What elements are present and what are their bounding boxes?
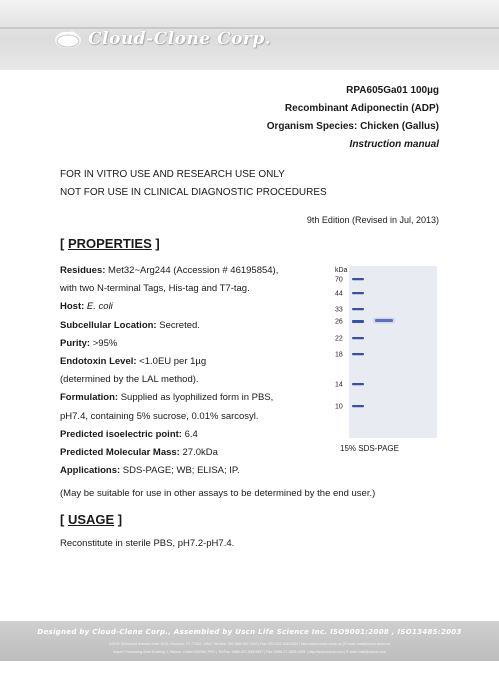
gel-ladder-band xyxy=(352,383,364,385)
sds-page-gel-image xyxy=(335,263,440,441)
footer-address-us: USCN: Richmond Avenue Suite 1015, Houston, TX 77082, USA | Toll free: 001-888-960-7402 | Fax: 001-832-538-0384 | http://www.cloud-clone.us | E-mail: mail@cloud-clone.us xyxy=(108,642,391,646)
sample-band-halo xyxy=(373,318,395,324)
host-value: E. coli xyxy=(84,301,113,313)
gel-marker-label: 26 xyxy=(335,318,343,326)
organism-species: Organism Species: Chicken (Gallus) xyxy=(266,121,439,132)
cloud-logo-icon xyxy=(54,29,82,49)
residues-label: Residues: xyxy=(60,265,106,276)
residues-row xyxy=(60,262,360,280)
gel-ladder-band xyxy=(352,278,364,280)
gel-marker-label: 70 xyxy=(335,276,343,284)
purity-label: Purity: xyxy=(60,337,91,349)
gel-caption: 15% SDS-PAGE xyxy=(340,444,399,453)
notice-line-2: NOT FOR USE IN CLINICAL DIAGNOSTIC PROCEDURES xyxy=(60,187,327,198)
endotoxin-value: <1.0EU per 1µg xyxy=(136,356,207,368)
properties-heading xyxy=(60,236,160,251)
gel-marker-label: 10 xyxy=(335,403,343,411)
gel-marker-label: 14 xyxy=(335,381,343,389)
residues-value: Met32~Arg244 (Accession # 46195854), xyxy=(105,265,279,276)
gel-ladder-band xyxy=(352,405,364,407)
gel-ladder-band xyxy=(352,308,364,310)
host-row xyxy=(60,298,360,316)
purity-value: >95% xyxy=(90,337,118,349)
heading-bracket-open: [ xyxy=(60,236,68,251)
properties-heading-word: PROPERTIES xyxy=(67,236,152,251)
pi-label: Predicted isoelectric point: xyxy=(60,428,182,440)
footer-credits: Designed by Cloud-Clone Corp., Assembled by Uscn Life Science Inc. ISO9001:2008 , ISO13485:2003 xyxy=(37,628,462,636)
formulation-label: Formulation: xyxy=(60,392,119,404)
heading-bracket-close: ] xyxy=(114,512,123,527)
company-logo xyxy=(54,26,271,52)
product-name: Recombinant Adiponectin (ADP) xyxy=(284,103,439,114)
gel-marker-label: 33 xyxy=(335,306,343,314)
host-label: Host: xyxy=(60,301,85,313)
formulation-row xyxy=(60,389,360,407)
gel-ladder-band xyxy=(352,292,364,294)
mass-row xyxy=(60,444,360,462)
header-banner xyxy=(0,0,499,70)
gel-ladder-band xyxy=(352,353,364,355)
catalog-number: RPA605Ga01 100µg xyxy=(346,85,439,96)
product-title-block xyxy=(267,82,439,154)
applications-value: SDS-PAGE; WB; ELISA; IP. xyxy=(120,465,240,477)
purity-row xyxy=(60,335,360,353)
location-label: Subcellular Location: xyxy=(60,319,157,331)
usage-heading-word: USAGE xyxy=(67,512,115,527)
gel-marker-label: 22 xyxy=(335,335,343,343)
formulation-row-2: pH7.4, containing 5% sucrose, 0.01% sarcosyl. xyxy=(60,410,259,422)
endotoxin-row xyxy=(60,353,360,371)
mass-label: Predicted Molecular Mass: xyxy=(60,447,180,459)
usage-notice xyxy=(60,166,327,202)
gel-ladder-band xyxy=(352,337,364,339)
company-name: Cloud-Clone Corp. xyxy=(88,29,272,49)
gel-marker-label: 18 xyxy=(335,351,343,359)
pi-row xyxy=(60,426,360,444)
usage-text: Reconstitute in sterile PBS, pH7.2-pH7.4. xyxy=(60,538,235,549)
instruction-manual-label: Instruction manual xyxy=(349,139,439,150)
gel-ladder-band xyxy=(352,320,364,323)
edition-label: 9th Edition (Revised in Jul, 2013) xyxy=(306,215,439,225)
endotoxin-row-2: (determined by the LAL method). xyxy=(60,374,199,386)
footer-banner xyxy=(0,621,499,661)
location-row xyxy=(60,317,360,335)
heading-bracket-close: ] xyxy=(151,236,160,251)
pi-value: 6.4 xyxy=(181,428,198,440)
applications-row xyxy=(60,462,360,480)
notice-line-1: FOR IN VITRO USE AND RESEARCH USE ONLY xyxy=(60,169,285,180)
applications-label: Applications: xyxy=(60,465,121,477)
gel-background xyxy=(349,266,437,438)
location-value: Secreted. xyxy=(156,319,200,331)
heading-bracket-open: [ xyxy=(60,512,68,527)
residues-row-2: with two N-terminal Tags, His-tag and T7-tag. xyxy=(60,283,250,295)
formulation-value: Supplied as lyophilized form in PBS, xyxy=(118,392,274,404)
properties-list xyxy=(60,262,360,480)
gel-marker-label: 44 xyxy=(335,290,343,298)
mass-value: 27.0kDa xyxy=(179,447,218,459)
usage-heading xyxy=(60,512,122,527)
endotoxin-label: Endotoxin Level: xyxy=(60,356,137,368)
applications-note: (May be suitable for use in other assays to be determined by the end user.) xyxy=(60,488,376,499)
footer-address-cn: Import Processing Zone Building 2, Wuhan, Hubei 430056, PRC | Tel/Fax: 0086-027-845-9957 | Fax: 0086-27-8425-4951 | http://www.uscnk.com | E-mail: mail@uscnk.com xyxy=(113,650,386,654)
gel-unit-label: kDa xyxy=(335,267,348,274)
